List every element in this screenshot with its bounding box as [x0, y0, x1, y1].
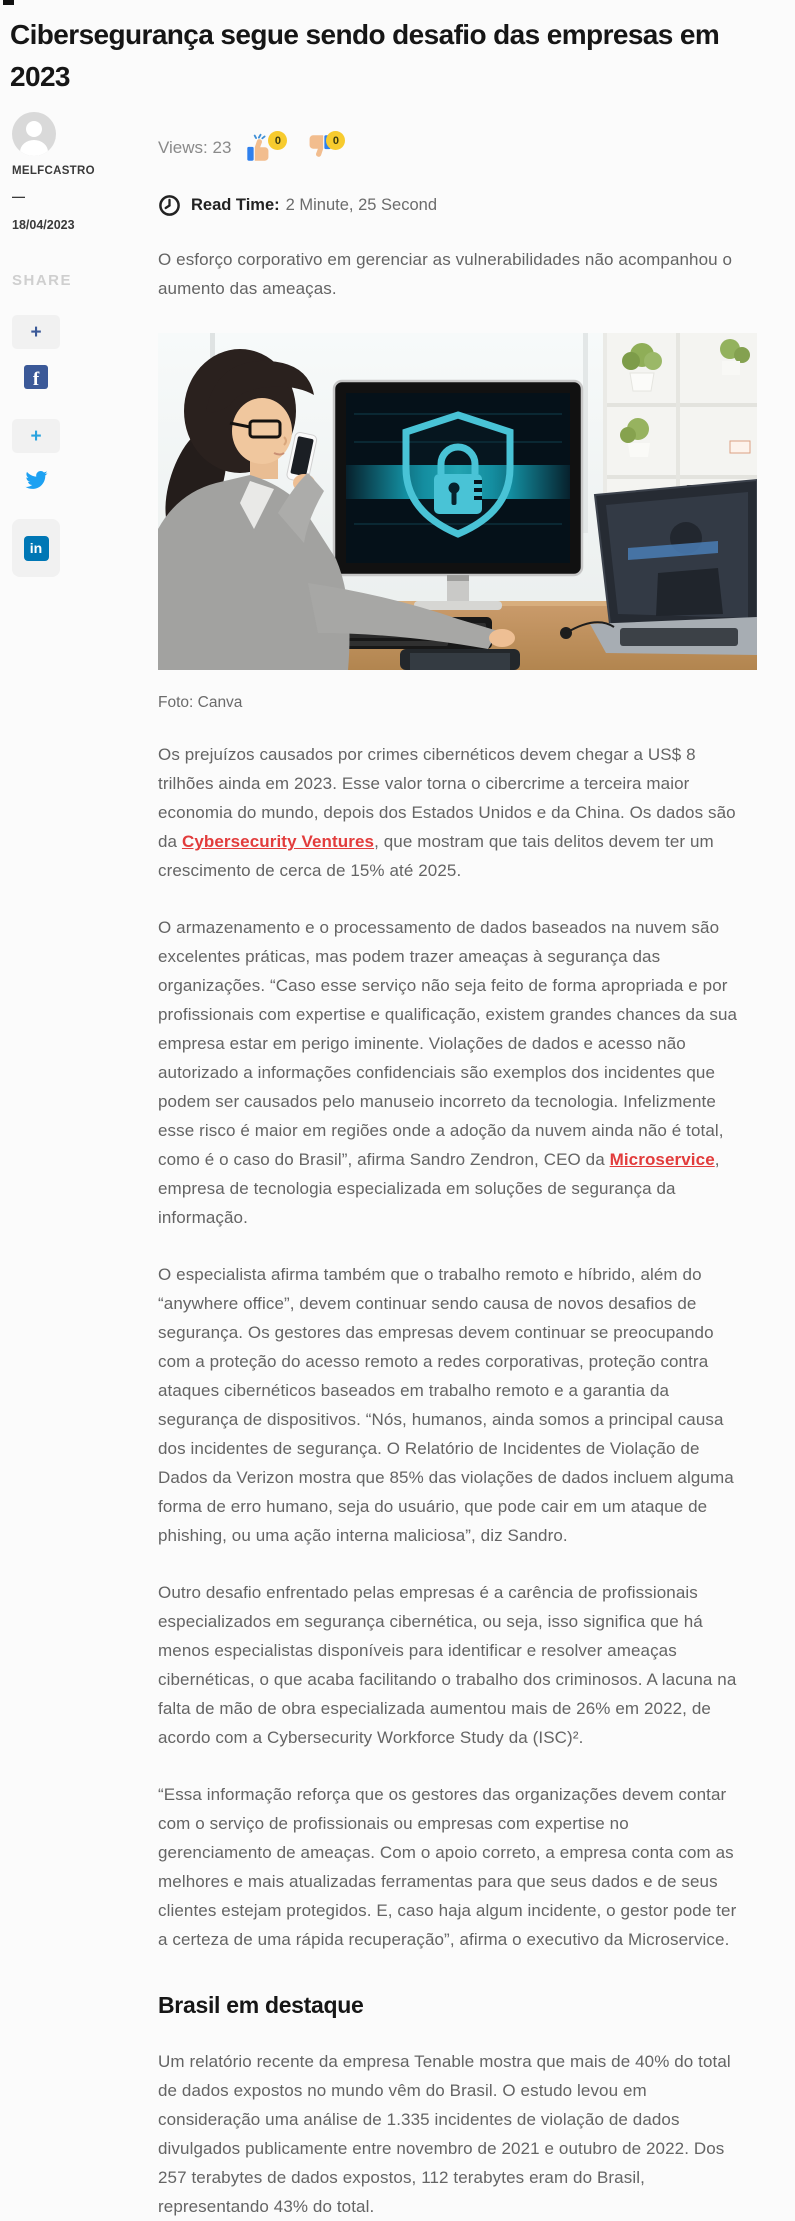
monitor [334, 381, 582, 610]
views-row [158, 128, 745, 168]
microservice-link[interactable]: Microservice [609, 1150, 715, 1169]
hero-photo-illustration [158, 333, 757, 670]
paragraph-text: O armazenamento e o processamento de dados baseados na nuvem são excelentes práticas, mas podem trazer ameaças à segurança das organizações. “Caso esse serviço não seja feito de forma apropriada e por profissionais com expertise e qualificação, existem grandes chances da sua empresa estar em perigo iminente. Violações de dados e acesso não autorizado a informações confidenciais são exemplos dos incidentes que podem ser causados pelo manuseio incorreto da tecnologia. Infelizmente esse risco é maior em regiões onde a adoção da nuvem ainda não é total, como é o caso do Brasil”, afirma Sandro Zendron, CEO da [158, 918, 738, 1169]
paragraph-6: Um relatório recente da empresa Tenable mostra que mais de 40% do total de dados expostos no mundo vêm do Brasil. O estudo levou em consideração uma análise de 1.335 incidentes de violação de dados divulgados publicamente entre novembro de 2021 e outubro de 2022. Dos 257 terabytes de dados expostos, 112 terabytes eram do Brasil, representando 43% do total. [158, 2052, 731, 2216]
twitter-share-button[interactable] [12, 419, 60, 453]
like-button[interactable] [245, 133, 287, 163]
paragraph-text: , que mostram que tais delitos devem ter um crescimento de cerca de 15% até 2025. [158, 832, 714, 880]
linkedin-share-button[interactable] [12, 519, 60, 577]
avatar[interactable] [12, 112, 56, 156]
corner-artifact [3, 0, 14, 5]
facebook-icon: f [24, 365, 48, 389]
twitter-bird-icon [23, 469, 50, 491]
read-time-row [158, 194, 745, 217]
facebook-share-button[interactable] [12, 315, 60, 349]
glasses [250, 421, 280, 437]
paragraph-3: O especialista afirma também que o trabalho remoto e híbrido, além do “anywhere office”, devem continuar sendo causa de novos desafios de segurança. Os gestores das empresas devem continuar se preocupando com a proteção do acesso remoto a redes corporativas, proteção contra ataques cibernéticos baseados em trabalho remoto e a garantia da segurança de dispositivos. “Nós, humanos, ainda somos a principal causa dos incidentes de segurança. O Relatório de Incidentes de Violação de Dados da Verizon mostra que 85% das violações de dados incluem alguma forma de erro humano, seja do usuário, que pode cair em um ataque de phishing, ou uma ação interna maliciosa”, diz Sandro. [158, 1265, 734, 1545]
paragraph-2 [158, 913, 745, 1232]
plus-icon: + [30, 321, 42, 343]
read-time-label: Read Time: [191, 196, 280, 214]
dislike-button[interactable] [303, 133, 345, 163]
author-share-rail [10, 112, 158, 2221]
plus-icon: + [30, 425, 42, 447]
paragraph-5: “Essa informação reforça que os gestores das organizações devem contar com o serviço de profissionais ou empresas com expertise no gerenciamento de ameaças. Com o apoio correto, a empresa conta com as melhores e mais atualizadas ferramentas para que seus dados e de seus clientes estejam protegidos. E, caso haja algum incidente, o gestor pode ter a certeza de uma rápida recuperação”, afirma o executivo da Microservice. [158, 1785, 737, 1949]
dislike-count-badge: 0 [326, 131, 345, 150]
author-separator: — [12, 189, 25, 204]
clock-icon [158, 194, 181, 217]
intro-paragraph: O esforço corporativo em gerenciar as vulnerabilidades não acompanhou o aumento das ameaças. [158, 250, 733, 298]
person-icon [12, 112, 56, 156]
photo-credit: Foto: Canva [158, 694, 243, 711]
read-time-value: 2 Minute, 25 Second [285, 196, 437, 214]
publish-date: 18/04/2023 [12, 218, 75, 232]
linkedin-icon: in [24, 536, 49, 561]
author-name: MELFCASTRO [12, 165, 95, 177]
paragraph-text: Os prejuízos causados por crimes cibernéticos devem chegar a US$ 8 trilhões ainda em 2023. Esse valor torna o cibercrime a terceira maior economia do mundo, depois dos Estados Unidos e da China. Os dados são da [158, 745, 736, 851]
paragraph-text: , empresa de tecnologia especializada em soluções de segurança da informação. [158, 1150, 720, 1227]
paragraph-4: Outro desafio enfrentado pelas empresas é a carência de profissionais especializados em segurança cibernética, ou seja, isso significa que há menos especialistas disponíveis para identificar e resolver ameaças cibernéticas, o que acaba facilitando o trabalho dos criminosos. A lacuna na falta de mão de obra especializada aumentou mais de 26% em 2022, de acordo com a Cybersecurity Workforce Study da (ISC)². [158, 1583, 737, 1747]
facebook-link[interactable] [12, 365, 60, 389]
article-main [158, 112, 745, 2221]
page-title: Cibersegurança segue sendo desafio das empresas em 2023 [10, 19, 720, 92]
twitter-link[interactable] [12, 469, 60, 491]
article-layout [10, 112, 783, 2221]
like-count-badge: 0 [268, 131, 287, 150]
cybersecurity-ventures-link[interactable]: Cybersecurity Ventures [181, 832, 375, 851]
paragraph-1 [158, 740, 745, 885]
share-label: SHARE [12, 272, 73, 289]
hero-image [158, 333, 757, 670]
section-heading-brasil: Brasil em destaque [158, 1992, 364, 2018]
laptop [590, 480, 757, 655]
views-count: Views: 23 [158, 138, 232, 157]
